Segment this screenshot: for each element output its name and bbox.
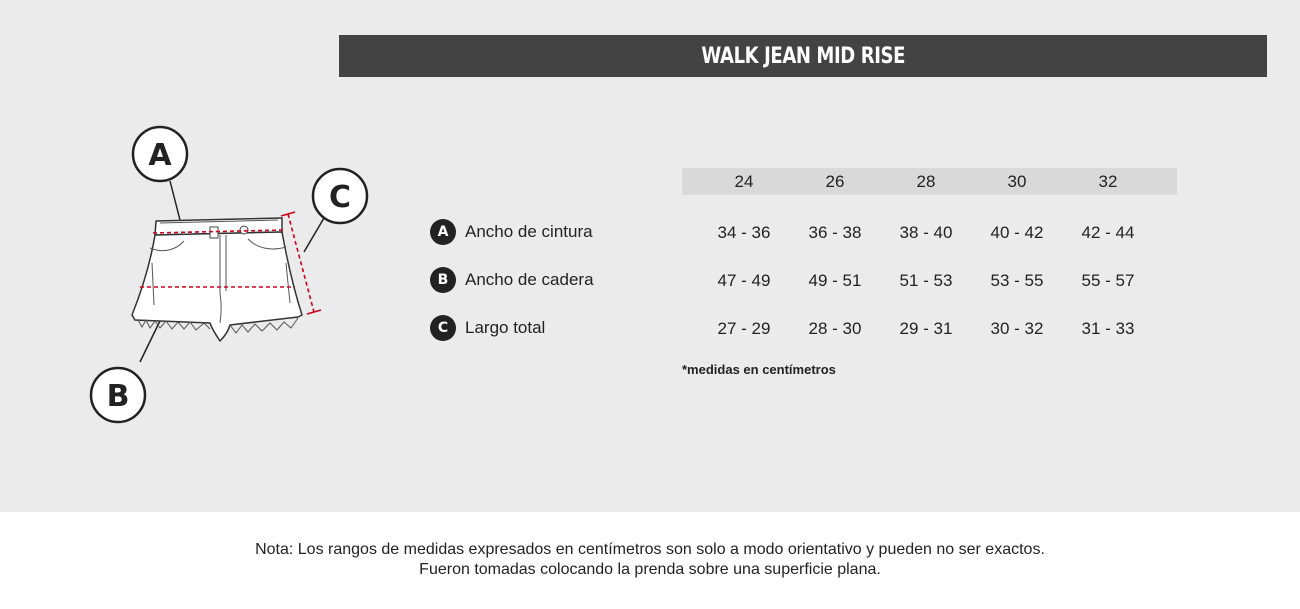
marker-b-circle [91,368,145,422]
size-header-32: 32 [1098,172,1118,191]
table-cell: 47 - 49 [717,271,771,290]
units-footnote: *medidas en centímetros [682,362,836,377]
row-label-length [430,315,545,341]
size-header-26: 26 [825,172,845,191]
row-label-text: Ancho de cadera [465,270,594,289]
table-cell: 55 - 57 [1081,271,1135,290]
table-cell: 28 - 30 [808,319,862,338]
marker-c-leader [304,218,324,252]
title-bar [339,35,1267,77]
table-cell: 51 - 53 [899,271,953,290]
table-cell: 53 - 55 [990,271,1044,290]
size-header-24: 24 [734,172,754,191]
marker-c-text: C [328,180,352,215]
table-cell: 36 - 38 [808,223,862,242]
badge-c: C [430,315,456,341]
belt-loop [210,227,218,238]
marker-a-text: A [148,138,172,173]
disclaimer-line-2: Fueron tomadas colocando la prenda sobre una superficie plana. [419,561,881,578]
disclaimer-line-1: Nota: Los rangos de medidas expresados en centímetros son solo a modo orientativo y pueden no ser exactos. [255,541,1045,558]
table-cell: 30 - 32 [990,319,1044,338]
table-cell: 42 - 44 [1081,223,1135,242]
row-label-text: Ancho de cintura [465,222,593,241]
button-icon [240,226,248,234]
table-cell: 34 - 36 [717,223,771,242]
table-cell: 29 - 31 [899,319,953,338]
row-label-text: Largo total [465,318,546,337]
row-label-hip [430,267,594,293]
table-cell: 40 - 42 [990,223,1044,242]
marker-c-circle [313,169,367,223]
badge-a: A [430,219,456,245]
size-header-28: 28 [916,172,936,191]
marker-a-circle [133,127,187,181]
table-cell: 31 - 33 [1081,319,1135,338]
table-cell: 38 - 40 [899,223,953,242]
badge-b: B [430,267,456,293]
table-cell: 49 - 51 [808,271,862,290]
table-cell: 27 - 29 [717,319,771,338]
marker-a-leader [170,181,180,220]
disclaimer-note [0,540,1300,580]
marker-b-text: B [106,379,130,414]
page-title: WALK JEAN MID RISE [701,43,905,69]
shorts-diagram [80,115,400,435]
row-label-waist [430,219,593,245]
size-header-30: 30 [1007,172,1027,191]
